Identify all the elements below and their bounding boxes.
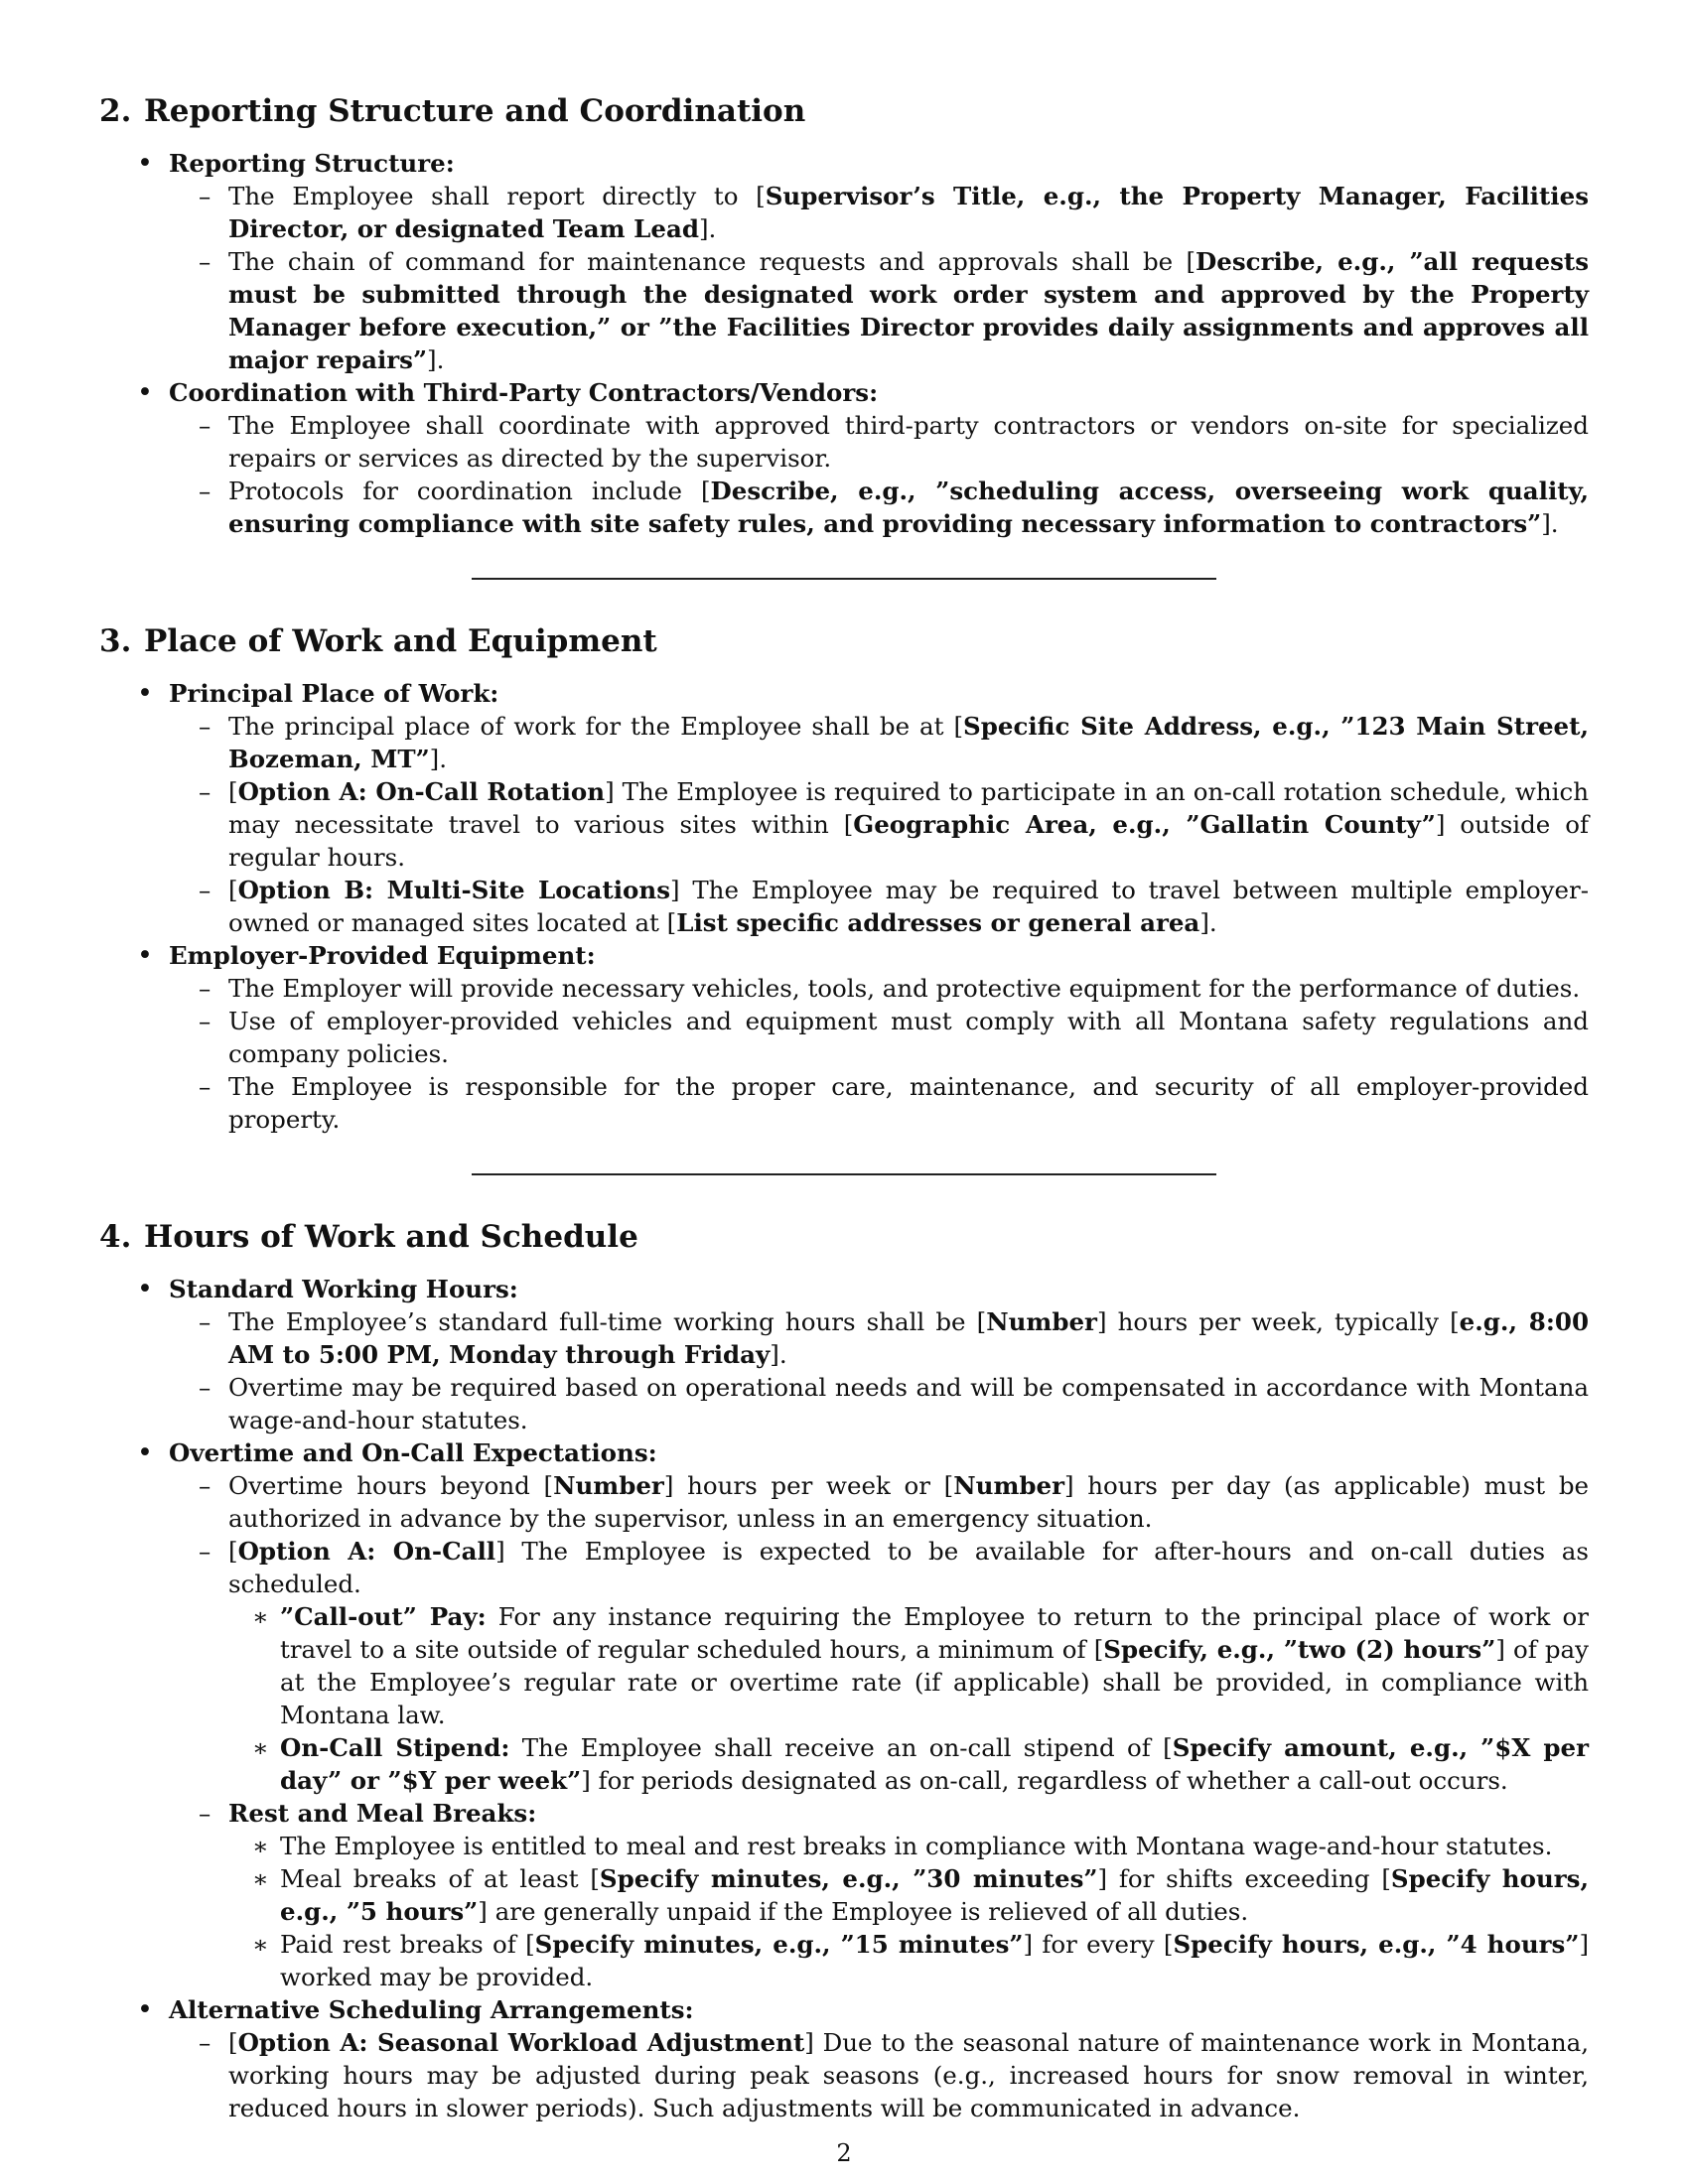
sub-item bbox=[169, 180, 1589, 245]
page-number: 2 bbox=[836, 2139, 852, 2167]
text: ] for periods designated as on-call, regardless of whether a call-out occurs. bbox=[581, 1766, 1508, 1795]
sub-item bbox=[169, 2026, 1589, 2124]
sub-sub-item bbox=[228, 1731, 1589, 1797]
placeholder: Supervisor’s Title, e.g., the Property Manager, Facilities Director, or designated Team Lead bbox=[228, 182, 1589, 243]
list-item bbox=[99, 1993, 1589, 2124]
sub-list bbox=[169, 2026, 1589, 2124]
placeholder: Describe, e.g., ”all requests must be submitted through the designated work order system and approved by the Property Manager before execution,” or ”the Facilities Director provides daily assignments and approves all major repairs” bbox=[228, 247, 1589, 374]
text: ] hours per week, typically [ bbox=[1096, 1307, 1460, 1336]
section-title: Place of Work and Equipment bbox=[144, 623, 657, 659]
text: ] hours per day (as applicable) must be authorized in advance by the supervisor, unless in an emergency situation. bbox=[228, 1471, 1589, 1533]
item-label: Rest and Meal Breaks: bbox=[228, 1799, 537, 1828]
text: ] Due to the seasonal nature of maintenance work in Montana, working hours may be adjusted during peak seasons (e.g., increased hours for snow removal in winter, reduced hours in slower periods). Such adjustments will be communicated in advance. bbox=[228, 2028, 1589, 2122]
sub-item: – The Employer will provide necessary vehicles, tools, and protective equipment for the performance of duties. bbox=[169, 972, 1589, 1005]
text: ] The Employee is expected to be available for after-hours and on-call duties as scheduled. bbox=[228, 1537, 1589, 1598]
text: ]. bbox=[429, 745, 448, 773]
text: The Employee shall receive an on-call stipend of [ bbox=[509, 1733, 1173, 1762]
sub-item bbox=[169, 1305, 1589, 1371]
sub-list bbox=[169, 180, 1589, 376]
text: [ bbox=[228, 777, 238, 806]
sub-list bbox=[169, 1305, 1589, 1436]
sub-item bbox=[169, 1469, 1589, 1535]
list-item bbox=[99, 376, 1589, 540]
sub-item bbox=[169, 874, 1589, 939]
placeholder: Specify, e.g., ”two (2) hours” bbox=[1103, 1635, 1496, 1664]
section-reporting-structure bbox=[99, 91, 1589, 540]
sub-sub-item: ∗ The Employee is entitled to meal and rest breaks in compliance with Montana wage-and-hour statutes. bbox=[228, 1830, 1589, 1862]
sub-item bbox=[169, 1797, 1589, 1993]
text: ] for every [ bbox=[1023, 1930, 1174, 1959]
placeholder: Geographic Area, e.g., ”Gallatin County” bbox=[853, 810, 1436, 839]
item-label: • Coordination with Third-Party Contractors/Vendors: bbox=[169, 378, 879, 407]
placeholder: List specific addresses or general area bbox=[676, 908, 1200, 937]
text: ] worked may be provided. bbox=[280, 1930, 1589, 1991]
text: The principal place of work for the Employee shall be at [ bbox=[228, 712, 964, 741]
placeholder: Option A: On-Call bbox=[237, 1537, 496, 1566]
sub-item: – The Employee is responsible for the proper care, maintenance, and security of all employer-provided property. bbox=[169, 1070, 1589, 1136]
text: Paid rest breaks of [ bbox=[280, 1930, 535, 1959]
placeholder: Describe, e.g., ”scheduling access, overseeing work quality, ensuring compliance with site safety rules, and providing necessary information to contractors” bbox=[228, 477, 1589, 538]
sub-sub-item bbox=[228, 1600, 1589, 1731]
sub-sub-list bbox=[228, 1600, 1589, 1797]
list-item bbox=[99, 147, 1589, 376]
text: The Employee shall report directly to [ bbox=[228, 182, 766, 210]
bullet-list bbox=[99, 1273, 1589, 2124]
placeholder: Number bbox=[553, 1471, 664, 1500]
text: ]. bbox=[698, 214, 717, 243]
sub-list bbox=[169, 409, 1589, 540]
item-label: ”Call-out” Pay: bbox=[280, 1602, 487, 1631]
sub-item: – Overtime may be required based on operational needs and will be compensated in accordance with Montana wage-and-hour statutes. bbox=[169, 1371, 1589, 1436]
text: The chain of command for maintenance requests and approvals shall be [ bbox=[228, 247, 1196, 276]
text: ] outside of regular hours. bbox=[228, 810, 1590, 872]
placeholder: Specify hours, e.g., ”4 hours” bbox=[1173, 1930, 1580, 1959]
text: [ bbox=[228, 2028, 238, 2057]
placeholder: e.g., 8:00 AM to 5:00 PM, Monday through Friday bbox=[228, 1307, 1589, 1369]
text: ] are generally unpaid if the Employee is relieved of all duties. bbox=[478, 1897, 1249, 1926]
sub-list bbox=[169, 972, 1589, 1136]
list-item bbox=[99, 939, 1589, 1136]
text: [ bbox=[228, 1537, 238, 1566]
section-heading bbox=[99, 1217, 1589, 1257]
text: ] The Employee may be required to travel between multiple employer-owned or managed sites located at [ bbox=[228, 876, 1589, 937]
sub-item bbox=[169, 775, 1589, 874]
sub-sub-list bbox=[228, 1830, 1589, 1993]
text: ]. bbox=[1199, 908, 1217, 937]
section-title: Reporting Structure and Coordination bbox=[144, 93, 806, 129]
sub-item: – Use of employer-provided vehicles and equipment must comply with all Montana safety regulations and company policies. bbox=[169, 1005, 1589, 1070]
text: ]. bbox=[1541, 509, 1559, 538]
list-item bbox=[99, 1436, 1589, 1993]
bullet-list bbox=[99, 677, 1589, 1136]
sub-list bbox=[169, 1469, 1589, 1993]
sub-item: – The Employee shall coordinate with approved third-party contractors or vendors on-site for specialized repairs or services as directed by the supervisor. bbox=[169, 409, 1589, 475]
section-title: Hours of Work and Schedule bbox=[144, 1219, 638, 1255]
bullet-list bbox=[99, 147, 1589, 540]
placeholder: Specify minutes, e.g., ”30 minutes” bbox=[599, 1864, 1098, 1893]
text: Meal breaks of at least [ bbox=[280, 1864, 600, 1893]
text: For any instance requiring the Employee to return to the principal place of work or travel to a site outside of regular scheduled hours, a minimum of [ bbox=[280, 1602, 1589, 1664]
placeholder: Number bbox=[986, 1307, 1097, 1336]
sub-sub-item bbox=[228, 1928, 1589, 1993]
text: ]. bbox=[427, 345, 445, 374]
placeholder: Specify minutes, e.g., ”15 minutes” bbox=[534, 1930, 1024, 1959]
placeholder: Specify hours, e.g., ”5 hours” bbox=[280, 1864, 1589, 1926]
section-heading bbox=[99, 621, 1589, 661]
text: Overtime hours beyond [ bbox=[228, 1471, 554, 1500]
sub-list bbox=[169, 710, 1589, 939]
item-label: • Standard Working Hours: bbox=[169, 1275, 518, 1303]
section-number: 2. bbox=[99, 93, 132, 129]
divider bbox=[472, 578, 1216, 580]
text: ] hours per week or [ bbox=[663, 1471, 954, 1500]
text: ] The Employee is required to participate in an on-call rotation schedule, which may necessitate travel to various sites within [ bbox=[228, 777, 1589, 839]
item-label: • Reporting Structure: bbox=[169, 149, 455, 178]
item-label: • Alternative Scheduling Arrangements: bbox=[169, 1995, 694, 2024]
section-number: 4. bbox=[99, 1219, 132, 1255]
section-number: 3. bbox=[99, 623, 132, 659]
list-item bbox=[99, 1273, 1589, 1436]
text: [ bbox=[228, 876, 238, 904]
sub-item bbox=[169, 475, 1589, 540]
placeholder: Option B: Multi-Site Locations bbox=[237, 876, 670, 904]
item-label: • Employer-Provided Equipment: bbox=[169, 941, 596, 970]
sub-item bbox=[169, 245, 1589, 376]
text: Protocols for coordination include [ bbox=[228, 477, 711, 505]
item-label: • Overtime and On-Call Expectations: bbox=[169, 1438, 657, 1467]
placeholder: Specific Site Address, e.g., ”123 Main Street, Bozeman, MT” bbox=[228, 712, 1589, 773]
text: ]. bbox=[770, 1340, 787, 1369]
placeholder: Number bbox=[953, 1471, 1064, 1500]
list-item bbox=[99, 677, 1589, 939]
placeholder: Option A: On-Call Rotation bbox=[237, 777, 606, 806]
section-heading bbox=[99, 91, 1589, 131]
sub-item bbox=[169, 710, 1589, 775]
sub-sub-item bbox=[228, 1862, 1589, 1928]
text: ] of pay at the Employee’s regular rate or overtime rate (if applicable) shall be provided, in compliance with Montana law. bbox=[280, 1635, 1589, 1729]
text: ] for shifts exceeding [ bbox=[1097, 1864, 1391, 1893]
placeholder: Option A: Seasonal Workload Adjustment bbox=[237, 2028, 805, 2057]
item-label: • Principal Place of Work: bbox=[169, 679, 499, 708]
sub-item bbox=[169, 1535, 1589, 1797]
placeholder: Specify amount, e.g., ”$X per day” or ”$Y per week” bbox=[280, 1733, 1589, 1795]
divider bbox=[472, 1173, 1216, 1175]
section-place-of-work bbox=[99, 621, 1589, 1136]
document-page bbox=[99, 91, 1589, 2124]
item-label: On-Call Stipend: bbox=[280, 1733, 510, 1762]
section-hours-of-work bbox=[99, 1217, 1589, 2124]
text: The Employee’s standard full-time working hours shall be [ bbox=[228, 1307, 987, 1336]
